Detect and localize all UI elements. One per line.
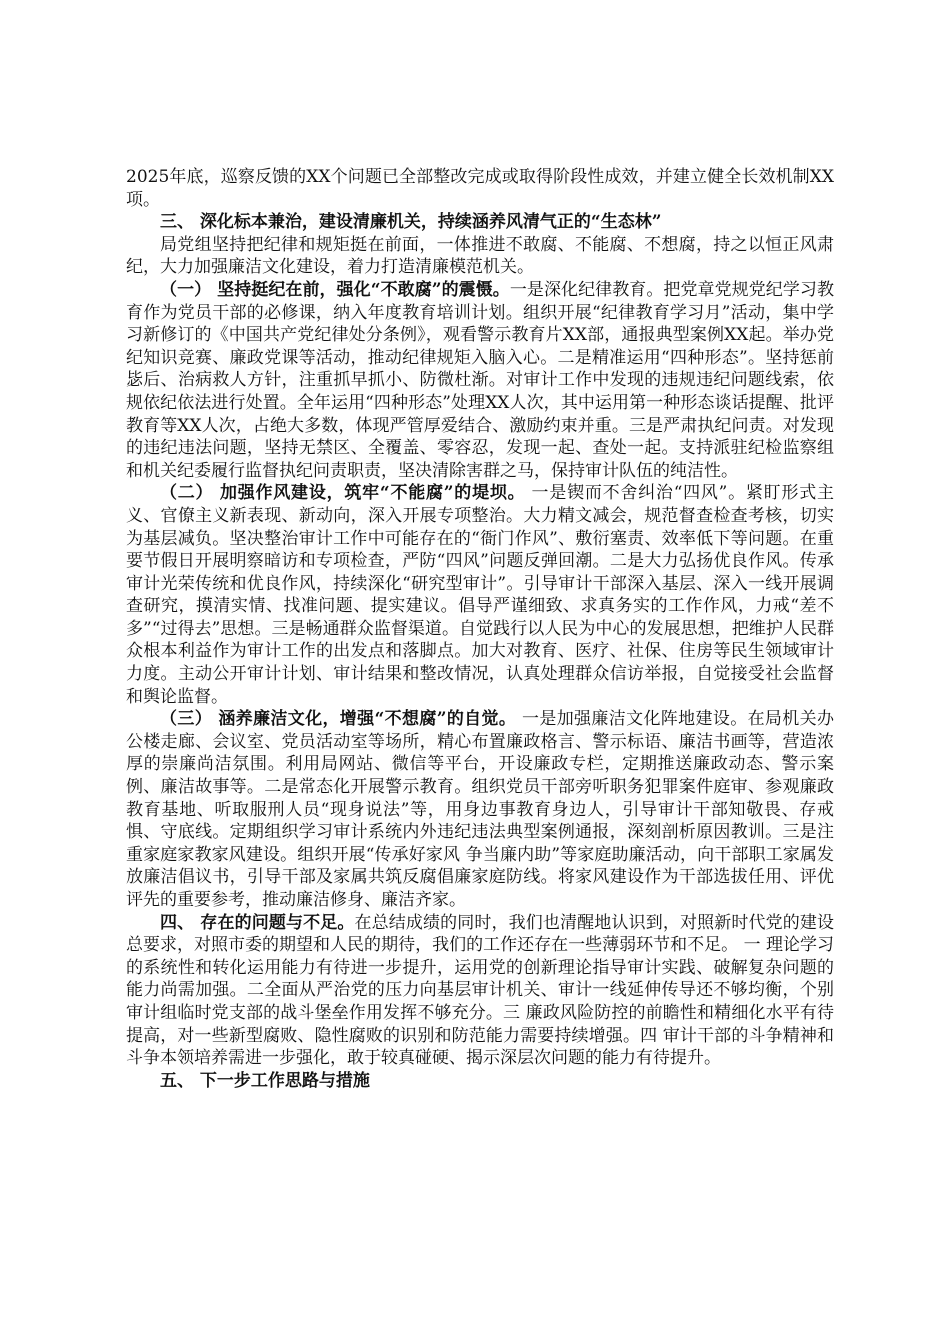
document-page	[126, 166, 834, 1092]
subsection-1-heading: （一） 坚持挺纪在前，强化“不敢腐”的震慑。	[160, 279, 510, 300]
section-4-heading: 四、 存在的问题与不足。	[160, 912, 355, 933]
section-heading-3: 三、 深化标本兼治，建设清廉机关，持续涵养风清气正的“生态林”	[160, 212, 662, 233]
subsection-1-body: 一是深化纪律教育。把党章党规党纪学习教育作为党员干部的必修课，纳入年度教育培训计划。组织开展“纪律教育学习月”活动，集中学习新修订的《中国共产党纪律处分条例》，观看警示教育片XX部，通报典型案例XX起。举办党纪知识竞赛、廉政党课等活动，推动纪律规矩入脑入心。二是精准运用“四种形态”。坚持惩前毖后、治病救人方针，注重抓早抓小、防微杜渐。对审计工作中发现的违规违纪问题线索，依规依纪依法进行处置。全年运用“四种形态”处理XX人次，其中运用第一种形态谈话提醒、批评教育等XX人次，占绝大多数，体现严管厚爱结合、激励约束并重。三是严肃执纪问责。对发现的违纪违法问题，坚持无禁区、全覆盖、零容忍，发现一起、查处一起。支持派驻纪检监察组和机关纪委履行监督执纪问责职责，坚决清除害群之马，保持审计队伍的纯洁性。	[126, 279, 834, 481]
subsection-3	[126, 708, 834, 911]
section-heading-5: 五、 下一步工作思路与措施	[160, 1070, 370, 1091]
paragraph-continuation: 2025年底，巡察反馈的XX个问题已全部整改完成或取得阶段性成效，并建立健全长效机制XX项。	[126, 167, 834, 210]
subsection-3-body: 一是加强廉洁文化阵地建设。在局机关办公楼走廊、会议室、党员活动室等场所，精心布置廉政格言、警示标语、廉洁书画等，营造浓厚的崇廉尚洁氛围。利用局网站、微信等平台，开设廉政专栏，定期推送廉政动态、警示案例、廉洁故事等。二是常态化开展警示教育。组织党员干部旁听职务犯罪案件庭审、参观廉政教育基地、听取服刑人员“现身说法”等，用身边事教育身边人，引导审计干部知敬畏、存戒惧、守底线。定期组织学习审计系统内外违纪违法典型案例通报，深刻剖析原因教训。三是注重家庭家教家风建设。组织开展“传承好家风 争当廉内助”等家庭助廉活动，向干部职工家属发放廉洁倡议书，引导干部及家属共筑反腐倡廉家庭防线。将家风建设作为干部选拔任用、评优评先的重要参考，推动廉洁修身、廉洁齐家。	[126, 709, 834, 910]
subsection-1	[126, 279, 834, 482]
paragraph-intro-3: 局党组坚持把纪律和规矩挺在前面，一体推进不敢腐、不能腐、不想腐，持之以恒正风肃纪，大力加强廉洁文化建设，着力打造清廉模范机关。	[126, 234, 834, 278]
subsection-2	[126, 482, 834, 708]
section-4-body: 在总结成绩的同时，我们也清醒地认识到，对照新时代党的建设总要求，对照市委的期望和人民的期待，我们的工作还存在一些薄弱环节和不足。 一 理论学习的系统性和转化运用能力有待进一步提升，运用党的创新理论指导审计实践、破解复杂问题的能力尚需加强。二全面从严治党的压力向基层审计机关、审计一线延伸传导还不够均衡，个别审计组临时党支部的战斗堡垒作用发挥不够充分。三 廉政风险防控的前瞻性和精细化水平有待提高，对一些新型腐败、隐性腐败的识别和防范能力需要持续增强。四 审计干部的斗争精神和斗争本领培养需进一步强化，敢于较真碰硬、揭示深层次问题的能力有待提升。	[126, 912, 834, 1069]
subsection-2-heading: （二） 加强作风建设，筑牢“不能腐”的堤坝。	[160, 483, 526, 504]
section-4	[126, 912, 834, 1070]
subsection-2-body: 一是锲而不舍纠治“四风”。紧盯形式主义、官僚主义新表现、新动向，深入开展专项整治。大力精文减会，规范督查检查考核，切实为基层减负。坚决整治审计工作中可能存在的“衙门作风”、敷衍塞责、效率低下等问题。在重要节假日开展明察暗访和专项检查，严防“四风”问题反弹回潮。二是大力弘扬优良作风。传承审计光荣传统和优良作风，持续深化“研究型审计”。引导审计干部深入基层、深入一线开展调查研究，摸清实情、找准问题、提实建议。倡导严谨细致、求真务实的工作作风，力戒“差不多”“过得去”思想。三是畅通群众监督渠道。自觉践行以人民为中心的发展思想，把维护人民群众根本利益作为审计工作的出发点和落脚点。加大对教育、医疗、社保、住房等民生领域审计力度。主动公开审计计划、审计结果和整改情况，认真处理群众信访举报，自觉接受社会监督和舆论监督。	[126, 483, 834, 707]
subsection-3-heading: （三） 涵养廉洁文化，增强“不想腐”的自觉。	[160, 709, 517, 730]
